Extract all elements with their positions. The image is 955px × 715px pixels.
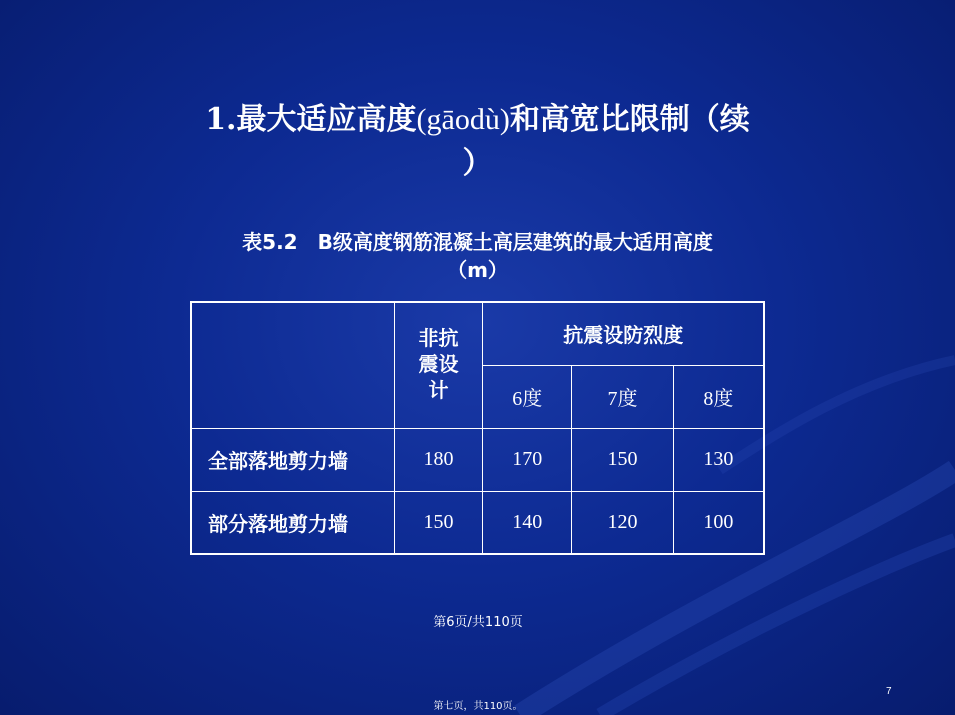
table-row	[191, 491, 764, 554]
table-corner-cell	[191, 302, 394, 428]
subheader-6: 6度	[483, 365, 572, 428]
title-prefix: 1.	[205, 102, 237, 137]
cell-value: 150	[572, 428, 674, 491]
title-pinyin: (gāodù)	[416, 103, 510, 136]
table-row	[191, 428, 764, 491]
slide-number: 7	[886, 686, 892, 697]
header-non-seismic-label: 非抗震设计	[418, 326, 459, 402]
subheader-7: 7度	[572, 365, 674, 428]
row-label: 全部落地剪力墙	[191, 428, 394, 491]
height-limit-table	[190, 301, 765, 555]
title-part1: 最大适应高度	[236, 102, 417, 137]
footer-page-note: 第七页，共110页。	[433, 701, 523, 712]
title-line2: ）	[462, 146, 493, 181]
table-title	[190, 228, 765, 284]
slide-title	[150, 98, 805, 186]
page-indicator: 第6页/共110页	[433, 615, 523, 630]
row-label: 部分落地剪力墙	[191, 491, 394, 554]
title-part2: 和高宽比限制（续	[509, 102, 750, 137]
cell-value: 180	[394, 428, 483, 491]
table-title-line2: （m）	[447, 258, 508, 282]
cell-value: 170	[483, 428, 572, 491]
table-title-line1: 表5.2 B级高度钢筋混凝土高层建筑的最大适用高度	[242, 230, 713, 254]
cell-value: 100	[673, 491, 764, 554]
subheader-8: 8度	[673, 365, 764, 428]
header-seismic: 抗震设防烈度	[483, 302, 764, 365]
header-non-seismic	[394, 302, 483, 428]
cell-value: 120	[572, 491, 674, 554]
cell-value: 140	[483, 491, 572, 554]
cell-value: 150	[394, 491, 483, 554]
cell-value: 130	[673, 428, 764, 491]
